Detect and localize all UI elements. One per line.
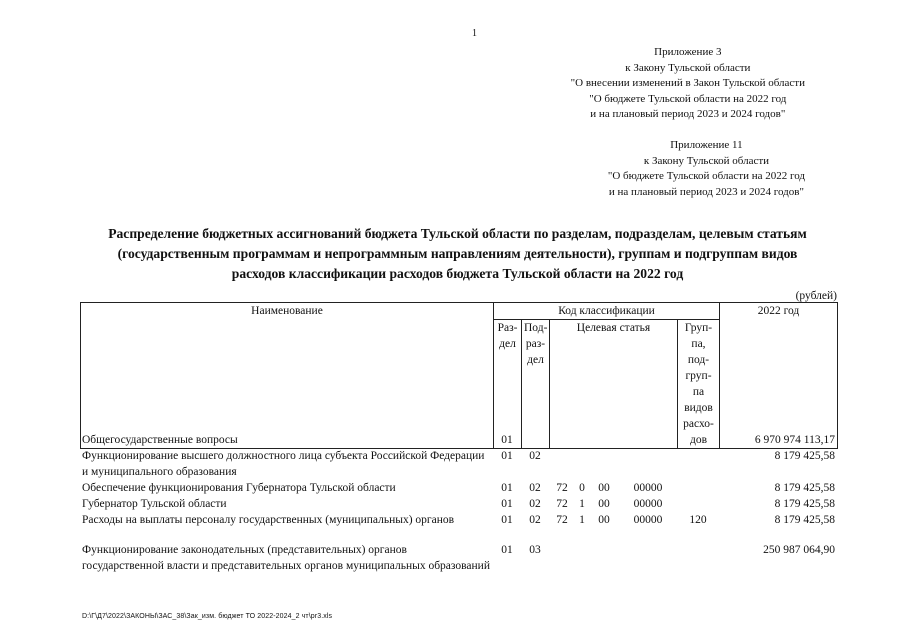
table-row — [80, 542, 837, 574]
appendix-line: "О бюджете Тульской области на 2022 год — [607, 170, 805, 182]
header-subsection: Под- раз- дел — [522, 320, 550, 449]
units-label: (рублей) — [795, 290, 837, 302]
target-direction: 00000 — [633, 482, 663, 494]
section-code: 01 — [501, 514, 513, 526]
expense-group — [677, 432, 719, 448]
appendix-line: и на плановый период 2023 и 2024 годов" — [608, 185, 804, 198]
amount: 8 179 425,58 — [774, 514, 835, 526]
page-mark: 1 — [472, 28, 477, 39]
expense-group — [677, 448, 719, 480]
section-code: 01 — [501, 498, 513, 510]
section-code: 01 — [501, 482, 513, 494]
section-code: 01 — [501, 450, 513, 462]
target-event — [589, 448, 619, 480]
target-program — [549, 432, 575, 448]
expense-group — [677, 496, 719, 512]
target-subprogram: 0 — [579, 482, 585, 494]
target-event: 00 — [598, 482, 610, 494]
appendix-line: Приложение 11 — [670, 139, 743, 151]
target-program: 72 — [556, 482, 568, 494]
table-row — [80, 448, 837, 480]
table-row — [80, 480, 837, 496]
target-direction: 00000 — [633, 498, 663, 510]
row-name: Расходы на выплаты персоналу государственных (муниципальных) органов — [82, 514, 455, 526]
appendix-line: "О бюджете Тульской области на 2022 год — [589, 92, 787, 105]
subsection-code: 02 — [529, 514, 541, 526]
amount: 250 987 064,90 — [763, 544, 835, 556]
target-program: 72 — [556, 498, 568, 510]
target-program — [549, 448, 575, 480]
section-code: 01 — [501, 544, 513, 556]
row-name: Губернатор Тульской области — [82, 498, 227, 510]
target-event: 00 — [598, 498, 610, 510]
budget-body — [80, 432, 837, 574]
target-direction: 00000 — [633, 514, 663, 526]
subsection-code: 02 — [529, 482, 541, 494]
header-row — [81, 303, 838, 320]
target-event: 00 — [598, 514, 610, 526]
target-event — [589, 542, 619, 574]
spacer-row — [80, 528, 837, 542]
header-group: Груп- па, под- груп- па видов расхо- дов — [678, 320, 720, 449]
target-program — [549, 542, 575, 574]
header-target: Целевая статья — [550, 320, 678, 449]
subsection-code — [521, 432, 549, 448]
document-title — [70, 224, 845, 284]
header-section: Раз- дел — [494, 320, 522, 449]
section-code: 01 — [501, 434, 513, 446]
appendix-block-first — [571, 45, 805, 123]
budget-table — [80, 302, 838, 449]
appendix-block-second — [608, 138, 805, 200]
title-line: расходов классификации расходов бюджета Тульской области на 2022 год — [231, 266, 684, 281]
expense-group: 120 — [689, 514, 707, 526]
target-direction — [619, 432, 677, 448]
row-name: Общегосударственные вопросы — [82, 434, 238, 446]
expense-group — [677, 480, 719, 496]
target-subprogram — [575, 448, 589, 480]
target-direction — [619, 448, 677, 480]
subsection-code: 02 — [529, 498, 541, 510]
title-line: (государственным программам и непрограммным направлениям деятельности), группам и подгруппам видов — [117, 246, 798, 261]
subsection-code: 02 — [529, 450, 541, 462]
header-name: Наименование — [81, 303, 494, 449]
target-event — [589, 432, 619, 448]
appendix-line: к Закону Тульской области — [625, 61, 751, 74]
file-path-footer: D:\Г\Д7\2022\ЗАКОНЫ\ЗАС_38\Зак_изм. бюджет ТО 2022-2024_2 чт\pr3.xls — [82, 613, 333, 620]
row-name: Функционирование высшего должностного лица субъекта Российской Федерации и муниципального образования — [82, 450, 485, 478]
subsection-code: 03 — [529, 544, 541, 556]
expense-group — [677, 542, 719, 574]
target-subprogram — [575, 432, 589, 448]
table-row — [80, 512, 837, 528]
amount: 8 179 425,58 — [774, 498, 835, 510]
target-subprogram: 1 — [579, 514, 585, 526]
target-subprogram: 1 — [579, 498, 585, 510]
table-row — [80, 432, 837, 448]
appendix-line: "О внесении изменений в Закон Тульской области — [570, 77, 805, 89]
target-subprogram — [575, 542, 589, 574]
target-program: 72 — [556, 514, 568, 526]
title-line: Распределение бюджетных ассигнований бюджета Тульской области по разделам, подразделам, целевым статьям — [108, 226, 807, 241]
table-row — [80, 496, 837, 512]
header-year: 2022 год — [720, 303, 838, 449]
amount: 8 179 425,58 — [774, 482, 835, 494]
amount: 8 179 425,58 — [774, 450, 835, 462]
appendix-line: к Закону Тульской области — [643, 154, 770, 167]
amount: 6 970 974 113,17 — [754, 434, 835, 446]
header-code: Код классификации — [494, 303, 720, 320]
appendix-line: Приложение 3 — [654, 46, 722, 58]
row-name: Функционирование законодательных (представительных) органов государственной власти и представительных органов муниципальных образований — [82, 544, 490, 572]
target-direction — [619, 542, 677, 574]
row-name: Обеспечение функционирования Губернатора Тульской области — [82, 482, 396, 494]
appendix-line: и на плановый период 2023 и 2024 годов" — [590, 108, 786, 120]
